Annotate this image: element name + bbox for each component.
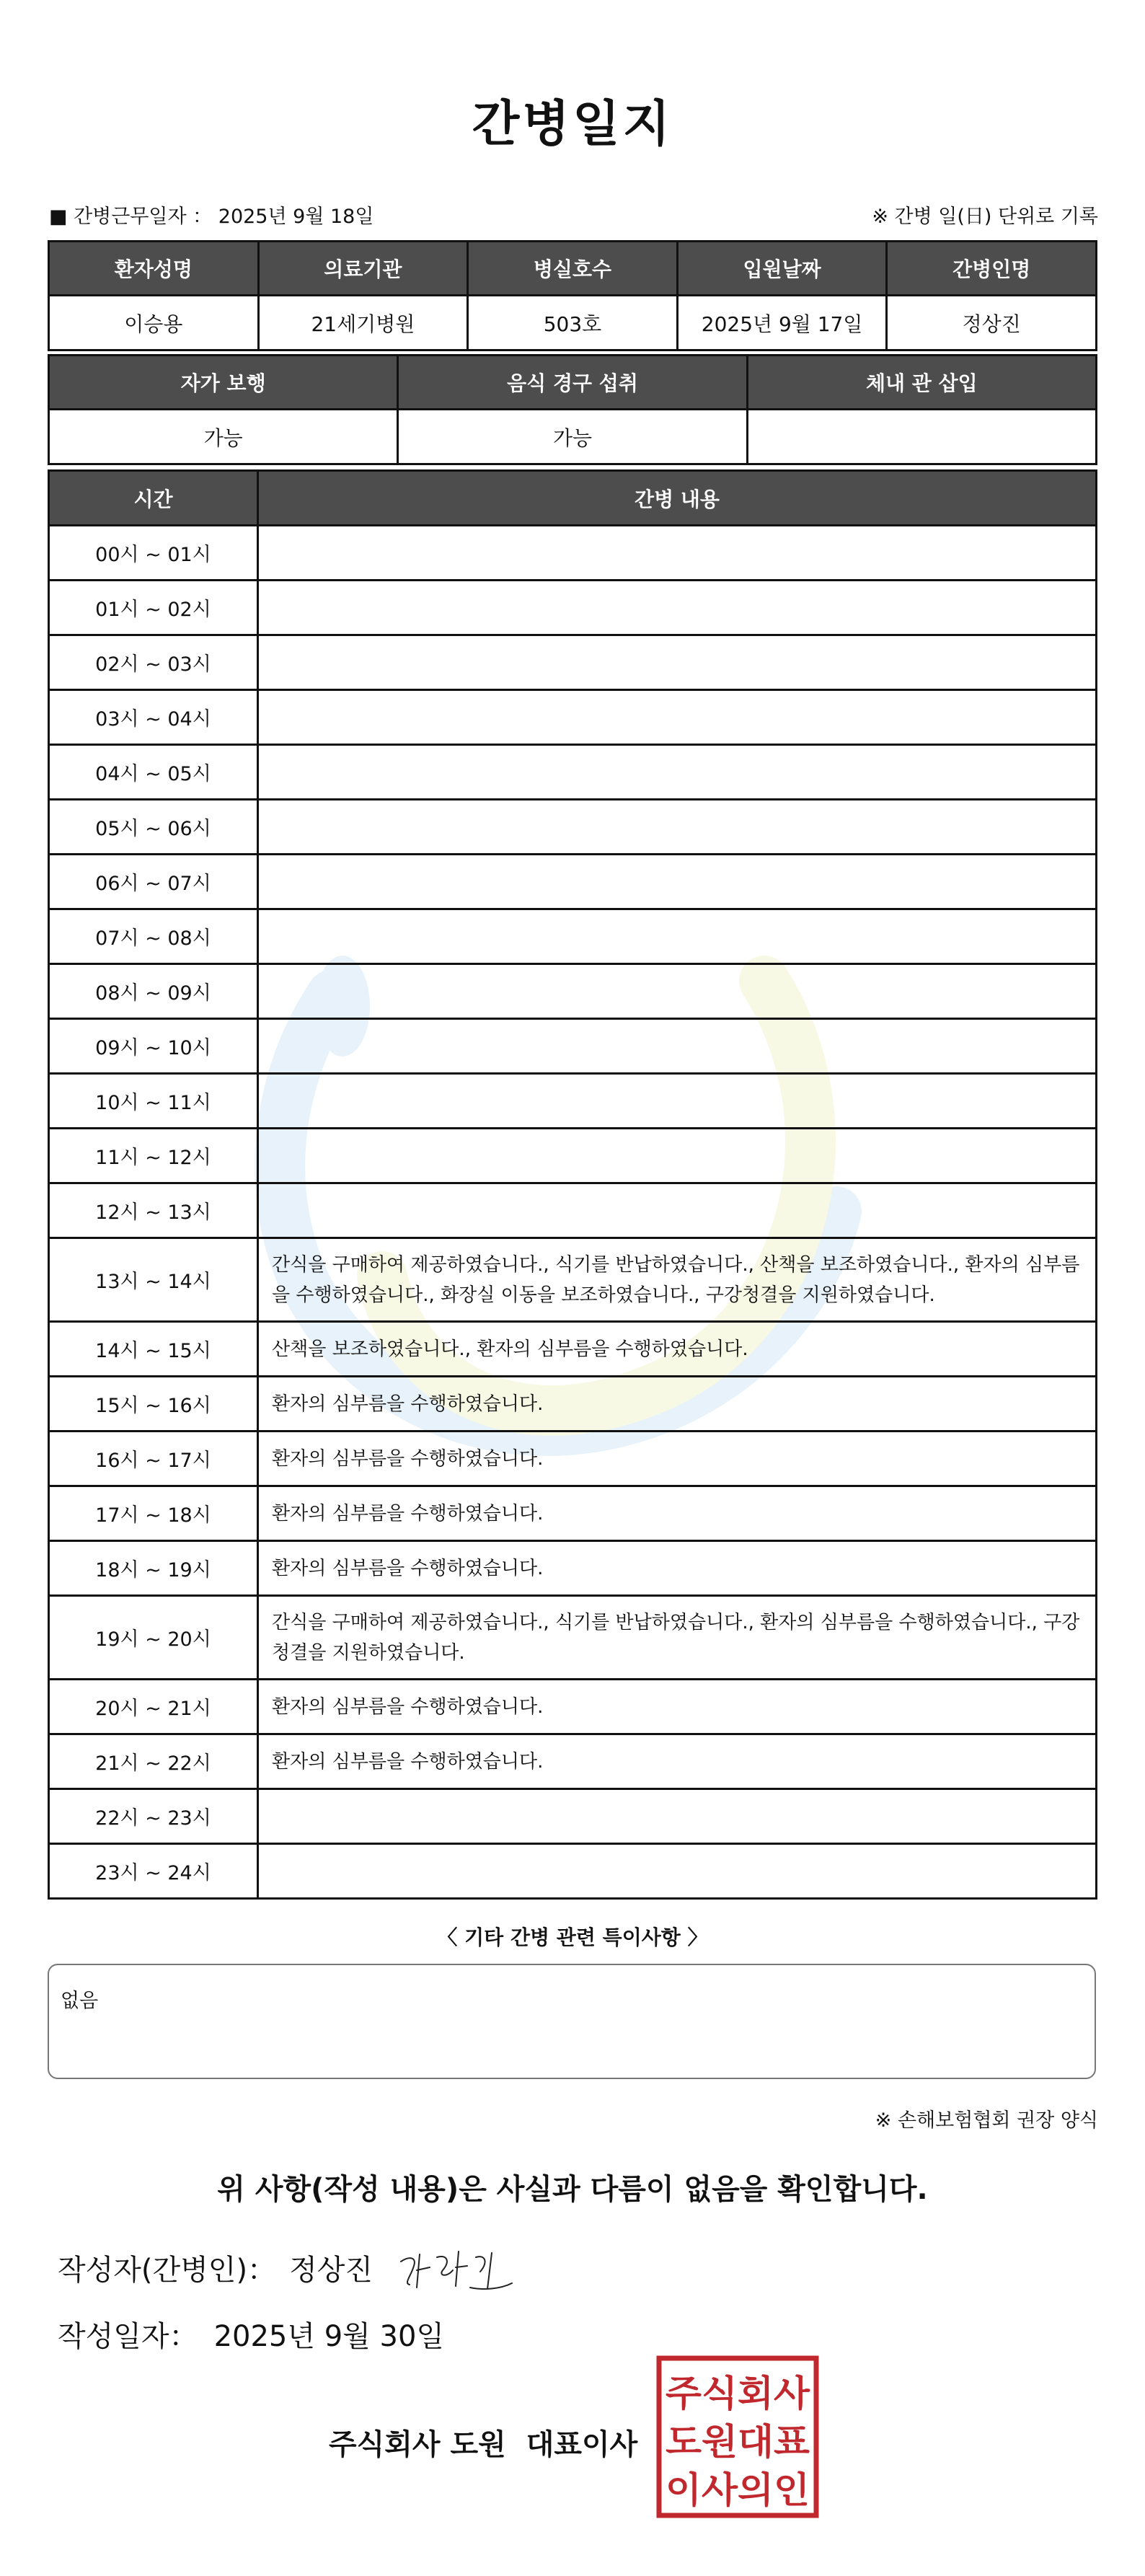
log-content (258, 855, 1097, 909)
log-time: 01시 ~ 02시 (49, 581, 258, 635)
writer-name: 정상진 (289, 2254, 373, 2287)
log-row (49, 1183, 1097, 1238)
writer-label: 작성자(간병인)： (58, 2254, 277, 2287)
svg-text:이사의인: 이사의인 (666, 2469, 810, 2511)
log-content (258, 1789, 1097, 1844)
header-room: 병실호수 (468, 242, 678, 296)
written-date-line (58, 2313, 444, 2355)
care-log-table (48, 469, 1097, 1900)
log-row (49, 1789, 1097, 1844)
hospital-name: 21세기병원 (258, 296, 468, 350)
log-time: 03시 ~ 04시 (49, 690, 258, 745)
log-time: 16시 ~ 17시 (49, 1432, 258, 1486)
log-time: 00시 ~ 01시 (49, 526, 258, 581)
company-signoff (329, 2422, 647, 2463)
log-content: 산책을 보조하였습니다., 환자의 심부름을 수행하였습니다. (258, 1322, 1097, 1377)
log-content (258, 964, 1097, 1019)
patient-info-table (48, 240, 1097, 351)
company-seal (656, 2355, 819, 2518)
log-content (258, 1019, 1097, 1074)
log-content: 환자의 심부름을 수행하였습니다. (258, 1486, 1097, 1541)
log-row (49, 855, 1097, 909)
walking-status: 가능 (49, 410, 398, 464)
work-date-label: ■ 간병근무일자 ： (49, 206, 213, 228)
log-row (49, 581, 1097, 635)
log-content: 간식을 구매하여 제공하였습니다., 식기를 반납하였습니다., 산책을 보조하였습니다., 환자의 심부름을 수행하였습니다., 화장실 이동을 보조하였습니다., 구강청결을 지원하였습니다. (258, 1238, 1097, 1322)
company-role: 대표이사 (526, 2428, 638, 2461)
notes-text: 없음 (61, 1990, 99, 2012)
header-time: 시간 (49, 471, 258, 526)
header-oral-intake: 음식 경구 섭취 (398, 356, 747, 410)
log-row (49, 1486, 1097, 1541)
log-content (258, 1074, 1097, 1129)
log-time: 20시 ~ 21시 (49, 1680, 258, 1734)
log-time: 05시 ~ 06시 (49, 800, 258, 855)
log-row (49, 1596, 1097, 1680)
log-time: 21시 ~ 22시 (49, 1734, 258, 1789)
log-time: 23시 ~ 24시 (49, 1844, 258, 1899)
header-care-content: 간병 내용 (258, 471, 1097, 526)
log-content: 환자의 심부름을 수행하였습니다. (258, 1541, 1097, 1596)
log-row (49, 1432, 1097, 1486)
log-time: 17시 ~ 18시 (49, 1486, 258, 1541)
written-date-value: 2025년 9월 30일 (213, 2320, 445, 2353)
log-content: 환자의 심부름을 수행하였습니다. (258, 1680, 1097, 1734)
log-content (258, 1844, 1097, 1899)
svg-text:주식회사: 주식회사 (666, 2373, 810, 2414)
log-row (49, 635, 1097, 690)
header-caregiver-name: 간병인명 (887, 242, 1097, 296)
log-row (49, 745, 1097, 800)
unit-note: ※ 간병 일(日) 단위로 기록 (872, 206, 1098, 228)
header-hospital: 의료기관 (258, 242, 468, 296)
log-content: 환자의 심부름을 수행하였습니다. (258, 1734, 1097, 1789)
patient-status-table (48, 354, 1097, 465)
log-content (258, 800, 1097, 855)
log-row (49, 1377, 1097, 1432)
work-date-value: 2025년 9월 18일 (218, 206, 374, 228)
log-content: 간식을 구매하여 제공하였습니다., 식기를 반납하였습니다., 환자의 심부름을 수행하였습니다., 구강청결을 지원하였습니다. (258, 1596, 1097, 1680)
header-admission-date: 입원날짜 (677, 242, 887, 296)
log-row (49, 1322, 1097, 1377)
log-time: 22시 ~ 23시 (49, 1789, 258, 1844)
log-row (49, 1844, 1097, 1899)
confirm-statement: 위 사항(작성 내용)은 사실과 다름이 없음을 확인합니다. (217, 2173, 928, 2206)
written-date-label: 작성일자： (58, 2320, 198, 2353)
log-content (258, 635, 1097, 690)
log-content (258, 1183, 1097, 1238)
log-time: 12시 ~ 13시 (49, 1183, 258, 1238)
log-row (49, 1074, 1097, 1129)
admission-date: 2025년 9월 17일 (677, 296, 887, 350)
writer-line (58, 2247, 373, 2288)
log-time: 08시 ~ 09시 (49, 964, 258, 1019)
company-name: 주식회사 도원 (329, 2428, 506, 2461)
log-content (258, 745, 1097, 800)
log-time: 11시 ~ 12시 (49, 1129, 258, 1183)
log-content: 환자의 심부름을 수행하였습니다. (258, 1377, 1097, 1432)
log-row (49, 526, 1097, 581)
log-time: 19시 ~ 20시 (49, 1596, 258, 1680)
log-row (49, 1129, 1097, 1183)
log-time: 07시 ~ 08시 (49, 909, 258, 964)
log-row (49, 1680, 1097, 1734)
handwritten-signature (395, 2241, 518, 2299)
oral-intake-status: 가능 (398, 410, 747, 464)
notes-box (48, 1964, 1096, 2079)
log-content (258, 526, 1097, 581)
tube-insertion-status (747, 410, 1096, 464)
header-patient-name: 환자성명 (49, 242, 259, 296)
log-time: 18시 ~ 19시 (49, 1541, 258, 1596)
work-date (49, 200, 373, 229)
recommend-note: ※ 손해보험협회 권장 양식 (875, 2109, 1098, 2132)
log-row (49, 1541, 1097, 1596)
log-row (49, 1019, 1097, 1074)
log-time: 02시 ~ 03시 (49, 635, 258, 690)
caregiver-name: 정상진 (887, 296, 1097, 350)
log-time: 10시 ~ 11시 (49, 1074, 258, 1129)
log-row (49, 1238, 1097, 1322)
svg-text:도원대표: 도원대표 (666, 2421, 810, 2463)
log-content (258, 581, 1097, 635)
log-row (49, 1734, 1097, 1789)
log-row (49, 909, 1097, 964)
patient-name: 이승용 (49, 296, 259, 350)
log-content: 환자의 심부름을 수행하였습니다. (258, 1432, 1097, 1486)
log-content (258, 690, 1097, 745)
header-walking: 자가 보행 (49, 356, 398, 410)
log-content (258, 909, 1097, 964)
log-time: 09시 ~ 10시 (49, 1019, 258, 1074)
log-content (258, 1129, 1097, 1183)
notes-title: 〈 기타 간병 관련 특이사항 〉 (437, 1926, 708, 1949)
log-time: 04시 ~ 05시 (49, 745, 258, 800)
log-time: 13시 ~ 14시 (49, 1238, 258, 1322)
header-tube-insertion: 체내 관 삽입 (747, 356, 1096, 410)
log-row (49, 800, 1097, 855)
room-number: 503호 (468, 296, 678, 350)
log-time: 14시 ~ 15시 (49, 1322, 258, 1377)
log-row (49, 964, 1097, 1019)
log-row (49, 690, 1097, 745)
document-title: 간병일지 (472, 96, 673, 153)
log-time: 15시 ~ 16시 (49, 1377, 258, 1432)
log-time: 06시 ~ 07시 (49, 855, 258, 909)
